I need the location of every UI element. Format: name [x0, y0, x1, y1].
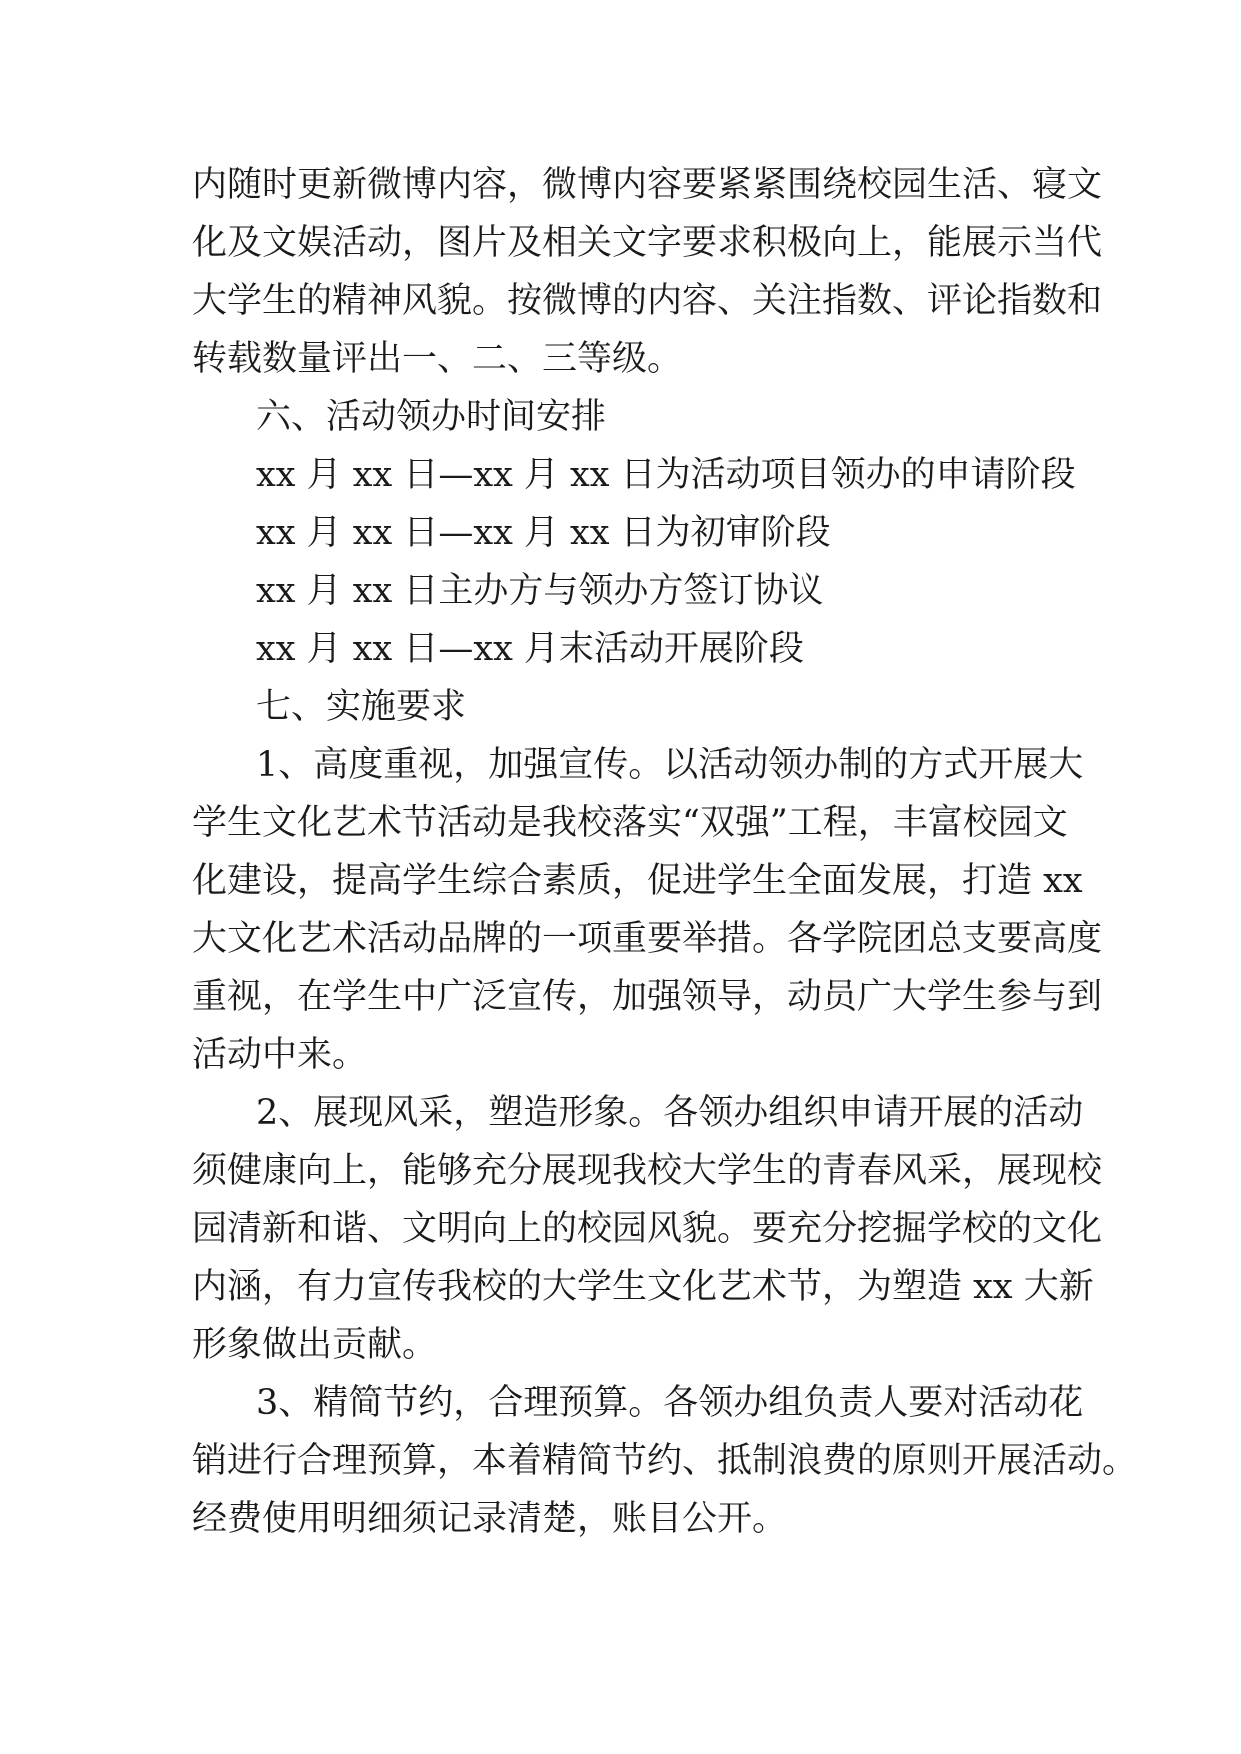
text-line: 内涵，有力宣传我校的大学生文化艺术节，为塑造 xx 大新: [192, 1267, 1094, 1307]
text-line: 须健康向上，能够充分展现我校大学生的青春风采，展现校: [192, 1151, 1103, 1191]
schedule-item: xx 月 xx 日主办方与领办方签订协议: [256, 571, 824, 611]
text-line: 园清新和谐、文明向上的校园风貌。要充分挖掘学校的文化: [192, 1209, 1103, 1249]
document-page: [192, 156, 1138, 1548]
text-line: 转载数量评出一、二、三等级。: [192, 339, 683, 379]
paragraph-requirement-3: [192, 1374, 1138, 1548]
text-line: 活动中来。: [192, 1035, 368, 1075]
text-line: 1、高度重视，加强宣传。以活动领办制的方式开展大: [256, 745, 1084, 785]
text-line: 化及文娱活动，图片及相关文字要求积极向上，能展示当代: [192, 223, 1103, 263]
schedule-item: xx 月 xx 日—xx 月 xx 日为初审阶段: [256, 513, 831, 553]
section-heading-requirements: 七、实施要求: [256, 687, 467, 727]
text-line: 重视，在学生中广泛宣传，加强领导，动员广大学生参与到: [192, 977, 1103, 1017]
paragraph-requirement-1: [192, 736, 1103, 1084]
text-line: 大文化艺术活动品牌的一项重要举措。各学院团总支要高度: [192, 919, 1103, 959]
text-line: 形象做出贡献。: [192, 1325, 438, 1365]
section-heading-schedule: 六、活动领办时间安排: [256, 397, 607, 437]
text-line: 2、展现风采，塑造形象。各领办组织申请开展的活动: [256, 1093, 1084, 1133]
text-line: 3、精简节约，合理预算。各领办组负责人要对活动花: [256, 1383, 1084, 1423]
text-line: 销进行合理预算，本着精简节约、抵制浪费的原则开展活动。: [192, 1441, 1138, 1481]
text-line: 化建设，提高学生综合素质，促进学生全面发展，打造 xx: [192, 861, 1083, 901]
paragraph-weibo-contest: [192, 156, 1103, 388]
schedule-item: xx 月 xx 日—xx 月 xx 日为活动项目领办的申请阶段: [256, 455, 1076, 495]
paragraph-requirement-2: [192, 1084, 1103, 1374]
text-line: 经费使用明细须记录清楚，账目公开。: [192, 1499, 788, 1539]
schedule-item: xx 月 xx 日—xx 月末活动开展阶段: [256, 629, 804, 669]
text-line: 大学生的精神风貌。按微博的内容、关注指数、评论指数和: [192, 281, 1103, 321]
text-line: 学生文化艺术节活动是我校落实“双强”工程，丰富校园文: [192, 803, 1068, 843]
text-line: 内随时更新微博内容，微博内容要紧紧围绕校园生活、寝文: [192, 165, 1103, 205]
